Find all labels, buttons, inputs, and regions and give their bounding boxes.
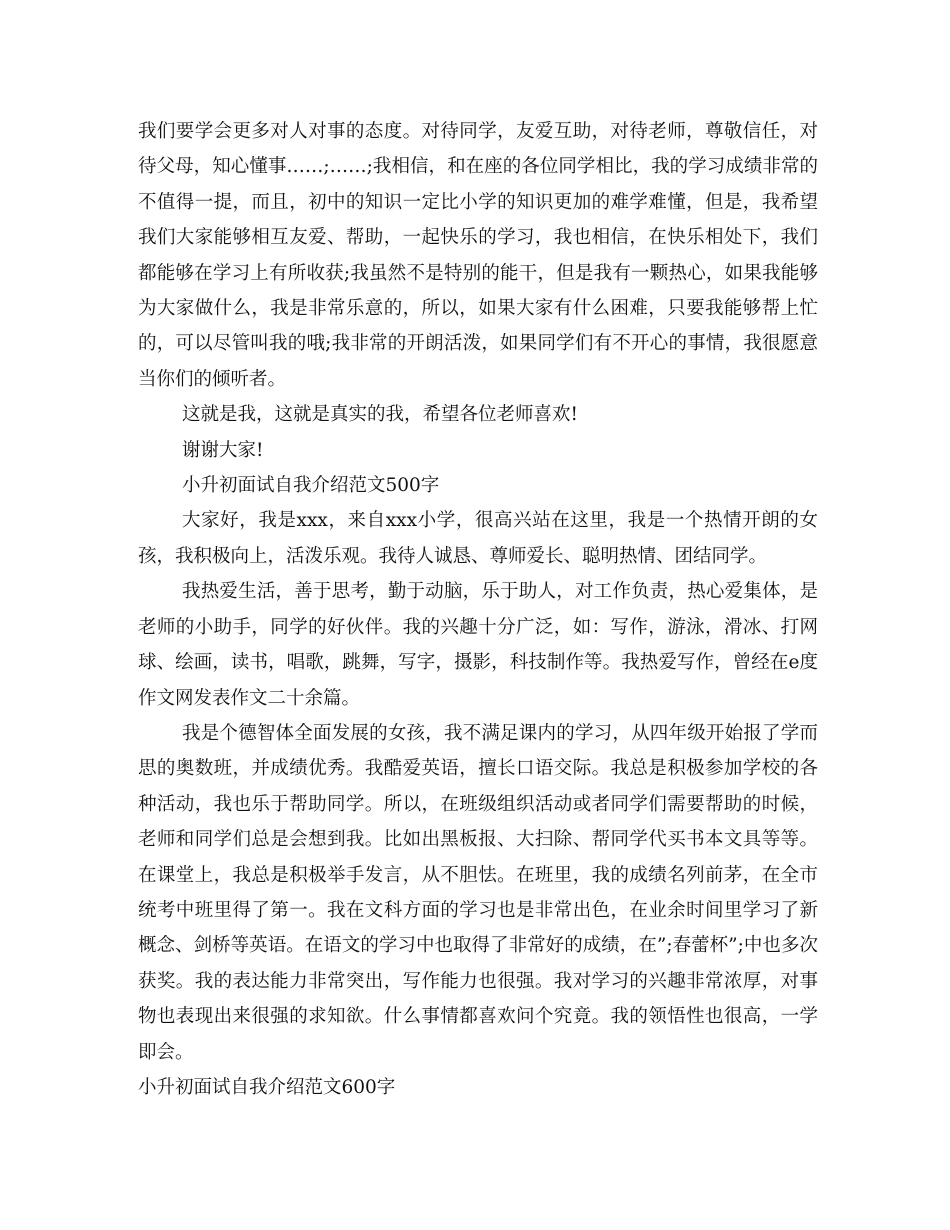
paragraph-6: 我是个德智体全面发展的女孩，我不满足课内的学习，从四年级开始报了学而思的奥数班，并成绩优秀。我酷爱英语，擅长口语交际。我总是积极参加学校的各种活动，我也乐于帮助同学。所以，在班级组织活动或者同学们需要帮助的时候，老师和同学们总是会想到我。比如出黑板报、大扫除、帮同学代买书本文具等等。在课堂上，我总是积极举手发言，从不胆怯。在班里，我的成绩名列前茅，在全市统考中班里得了第一。我在文科方面的学习也是非常出色，在业余时间里学习了新概念、剑桥等英语。在语文的学习中也取得了非常好的成绩，在”;春蕾杯”;中也多次获奖。我的表达能力非常突出，写作能力也很强。我对学习的兴趣非常浓厚，对事物也表现出来很强的求知欲。什么事情都喜欢问个究竟。我的领悟性也很高，一学即会。: [138, 722, 818, 1063]
document-body: [138, 114, 818, 1105]
section-heading-600: 小升初面试自我介绍范文600字: [138, 1076, 396, 1098]
paragraph-4: 大家好，我是xxx，来自xxx小学，很高兴站在这里，我是一个热情开朗的女孩，我积极向上，活泼乐观。我待人诚恳、尊师爱长、聪明热情、团结同学。: [138, 510, 818, 567]
paragraph-5: 我热爱生活，善于思考，勤于动脑，乐于助人，对工作负责，热心爱集体，是老师的小助手，同学的好伙伴。我的兴趣十分广泛，如：写作，游泳，滑冰、打网球、绘画，读书，唱歌，跳舞，写字，摄影，科技制作等。我热爱写作，曾经在e度作文网发表作文二十余篇。: [138, 581, 818, 709]
paragraph-3: 谢谢大家!: [182, 439, 264, 461]
paragraph-2: 这就是我，这就是真实的我，希望各位老师喜欢!: [182, 404, 578, 426]
paragraph-1: 我们要学会更多对人对事的态度。对待同学，友爱互助，对待老师，尊敬信任，对待父母，知心懂事……;……;我相信，和在座的各位同学相比，我的学习成绩非常的不值得一提，而且，初中的知识一定比小学的知识更加的难学难懂，但是，我希望我们大家能够相互友爱、帮助，一起快乐的学习，我也相信，在快乐相处下，我们都能够在学习上有所收获;我虽然不是特别的能干，但是我有一颗热心，如果我能够为大家做什么，我是非常乐意的，所以，如果大家有什么困难，只要我能够帮上忙的，可以尽管叫我的哦;我非常的开朗活泼，如果同学们有不开心的事情，我很愿意当你们的倾听者。: [138, 121, 818, 390]
section-heading-500: 小升初面试自我介绍范文500字: [182, 475, 440, 497]
